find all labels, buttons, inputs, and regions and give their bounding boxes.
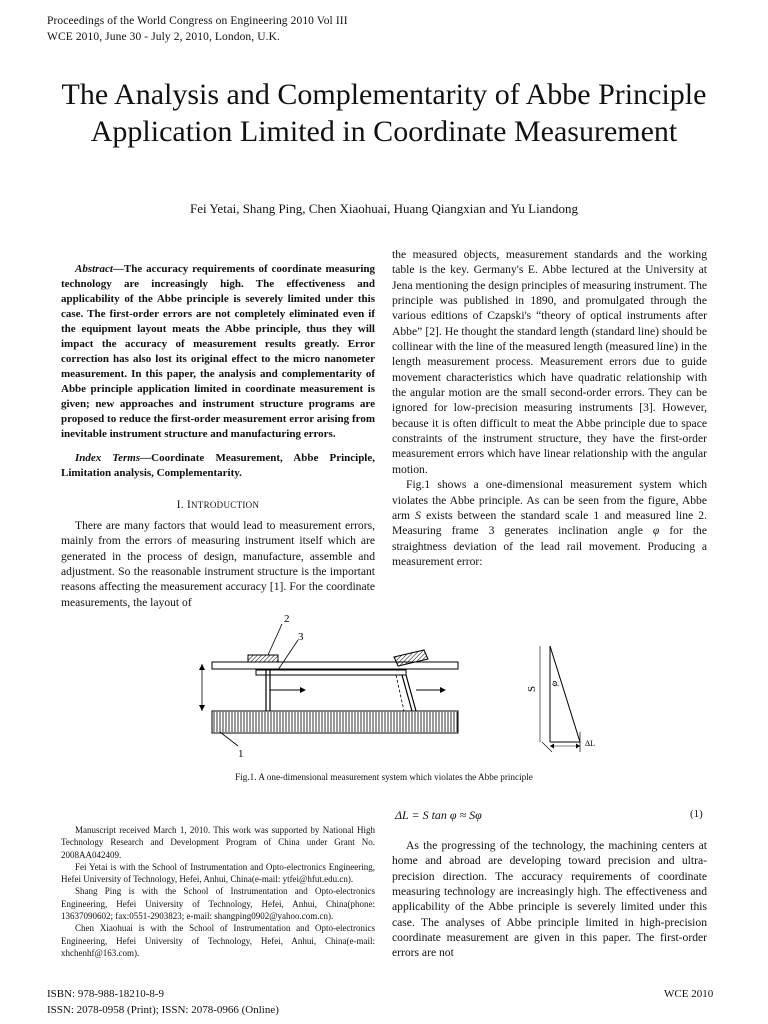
footnote-author-2: Shang Ping is with the School of Instrumentation and Opto-electronics Engineering, Hefei University of Technology, Hefei, Anhui, China(phone: 13637090602; fax:0551-2903823; e-mail: shangping0902@yahoo.com.cn). <box>61 886 375 922</box>
running-header-line2: WCE 2010, June 30 - July 2, 2010, London, U.K. <box>47 31 280 43</box>
author-list: Fei Yetai, Shang Ping, Chen Xiaohuai, Huang Qiangxian and Yu Liandong <box>189 201 579 216</box>
dim-label-s: S <box>526 685 538 692</box>
right-paragraph-1: the measured objects, measurement standards and the working table is the key. Germany's E. Abbe lectured at the University at Jena mentioning the design principles of measuring instrument. The principle was published in 1890, and promulgated through the various editions of Czapski's “theory of optical instruments after Abbe” [2]. He thought the standard length (standard line) should be collinear with the line of the measured length (measured line) in the length measurement process. Measurement errors due to guide movement characteristics which have quadratic relationship with the angular motion are the small second-order errors. They can be ignored for low-precision measuring instruments [3]. However, because it is often difficult to meat the Abbe principle due to space constraints of the instrument structure, they have the first-order measurement errors which have linear relationship with the angular motion. <box>392 248 708 476</box>
figure-1-abbe-diagram <box>190 612 610 762</box>
abstract-block <box>61 262 375 481</box>
angle-symbol: φ <box>652 524 660 538</box>
section-heading-introduction <box>61 499 375 511</box>
footer-wce: WCE 2010 <box>664 988 714 1000</box>
intro-column <box>61 518 375 610</box>
fig-description-part1: Fig.1 shows a one-dimensional measurement system which violates the Abbe principle. As can be seen from the figure, Abbe arm <box>392 478 707 522</box>
abstract-label: Abstract <box>75 263 113 275</box>
dim-label-phi: φ <box>548 679 561 689</box>
footnote-author-1: Fei Yetai is with the School of Instrumentation and Opto-electronics Engineering, Hefei University of Technology, Hefei, Anhui, China(e-mail: ytfei@hfut.edu.cn). <box>61 861 375 885</box>
measured-workpiece <box>248 655 278 662</box>
measuring-frame <box>256 670 406 675</box>
measured-bar <box>212 662 458 669</box>
footnote-funding: Manuscript received March 1, 2010. This work was supported by National High Technology Research and Development Program of China under Grant No. 2008AA042409. <box>61 825 375 860</box>
section-number: I. <box>176 499 184 511</box>
footer-issn: ISSN: 2078-0958 (Print); ISSN: 2078-0966 (Online) <box>47 1004 279 1016</box>
label-2: 2 <box>284 613 290 625</box>
index-terms-label: Index Terms <box>75 452 141 464</box>
fig-description-part2: exists between the standard scale 1 and measured line 2. Measuring frame 3 generates inclination angle <box>392 508 707 538</box>
fig-description-part3: for the straightness deviation of the lead rail movement. Producing a measurement error: <box>392 524 707 568</box>
figure-1-caption: Fig.1. A one-dimensional measurement system which violates the Abbe principle <box>235 772 533 782</box>
right-column-top <box>392 247 707 569</box>
dim-label-delta-l: ΔL <box>585 739 596 748</box>
index-terms-text: —Coordinate Measurement, Abbe Principle, Limitation analysis, Complementarity. <box>61 452 375 479</box>
section-title-initial: I <box>186 499 191 511</box>
running-header-line1: Proceedings of the World Congress on Engineering 2010 Vol III <box>47 15 348 27</box>
footer-isbn: ISBN: 978-988-18210-8-9 <box>47 988 165 1000</box>
label-1: 1 <box>238 748 244 760</box>
right-column-bottom <box>392 838 707 961</box>
section-title-rest: NTRODUCTION <box>190 500 260 510</box>
label-3: 3 <box>298 631 304 643</box>
paper-title: The Analysis and Complementarity of Abbe Principle Application Limited in Coordinate Measurement <box>61 78 707 148</box>
index-terms-paragraph <box>61 451 375 481</box>
equation-1: ΔL = S tan φ ≈ Sφ <box>395 808 482 822</box>
abbe-arm-symbol: S <box>415 508 421 522</box>
footnotes <box>61 824 375 959</box>
abstract-text: —The accuracy requirements of coordinate measuring technology are increasingly high. The effectiveness and applicability of the Abbe principle is severely limited under this case. The first-order errors are not completely eliminated even if the equipment layout meats the Abbe principle, thus they will impact the accuracy of measurement results greatly. Error correction has also lost its original effect to the micro nanometer measurement. In this paper, the analysis and complementarity of Abbe principle application limited in coordinate measurement is given; new approaches and instrument structure programs are proposed to reduce the first-order measurement error arising from inevitable instrument structure and manufacturing errors. <box>61 263 375 440</box>
intro-paragraph: There are many factors that would lead to measurement errors, mainly from the errors of measuring instrument itself which are generated in the process of design, manufacture, assemble and adjustment. So the reasonable instrument structure is the important reasons affecting the measurement accuracy [1]. For the coordinate measurements, the layout of <box>61 519 375 609</box>
right-paragraph-3: As the progressing of the technology, the machining centers at home and abroad are developing toward precision and ultra-precision direction. The accuracy requirements of coordinate measuring technology are increasingly high. The effectiveness and applicability of the Abbe principle is severely limited under this case. The analyses of Abbe principle limited in high-precision coordinate measurement are given in this paper. The first-order errors are not <box>392 839 707 960</box>
triangle-hypotenuse <box>550 646 580 742</box>
footnote-author-3: Chen Xiaohuai is with the School of Instrumentation and Opto-electronics Engineering, Hefei University of Technology, Hefei, Anhui, China(e-mail: xhchenhf@163.com). <box>61 923 375 958</box>
right-paragraph-2 <box>392 477 707 569</box>
abstract-paragraph <box>61 262 375 442</box>
equation-1-number: (1) <box>690 808 703 820</box>
